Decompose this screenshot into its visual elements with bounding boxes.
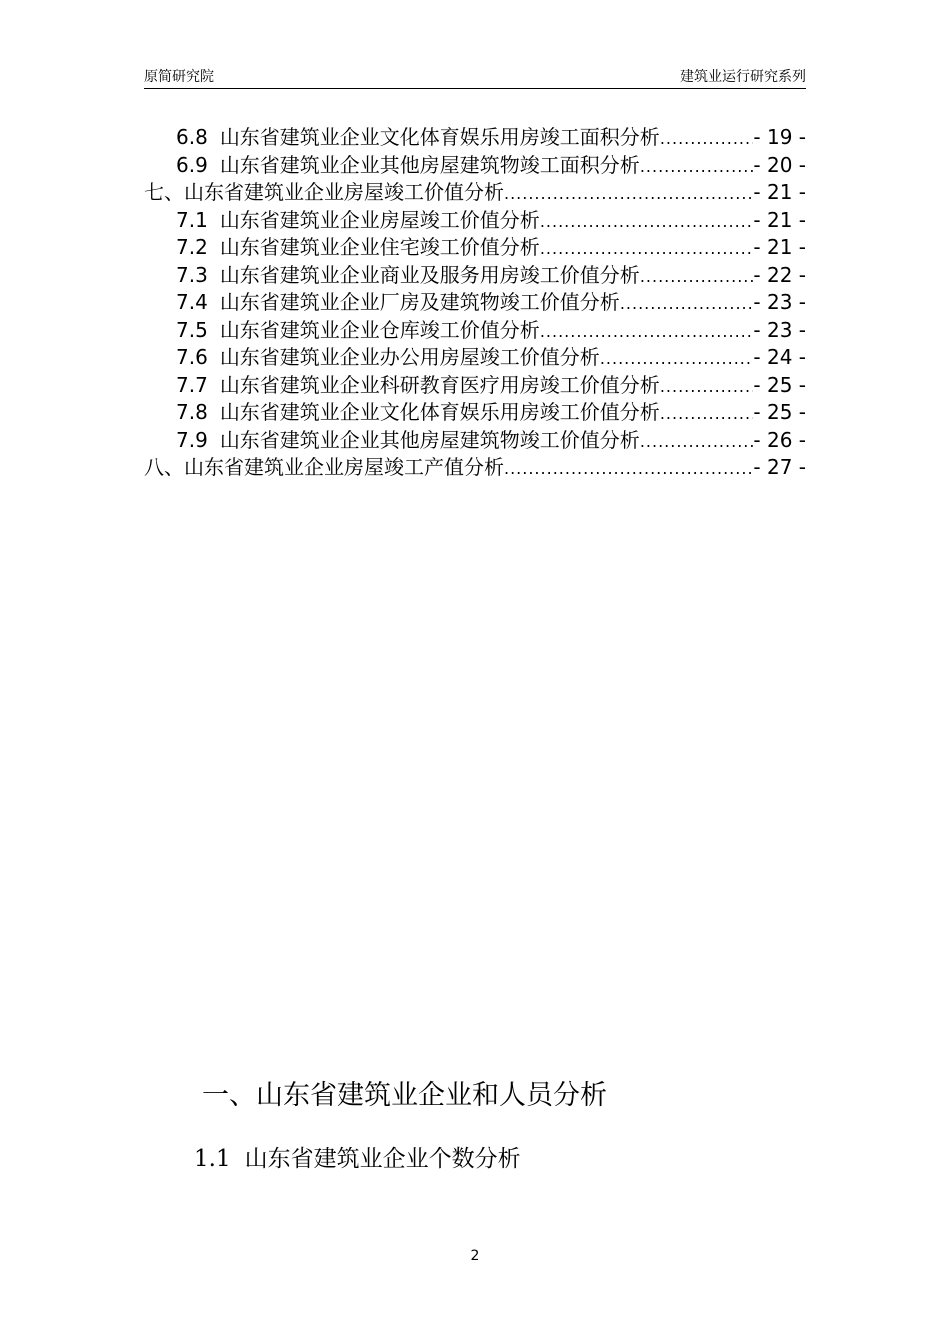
toc-entry-number: 7.9 (176, 427, 208, 452)
toc-entry-title: 山东省建筑业企业房屋竣工价值分析 (219, 207, 540, 232)
toc-entry-title: 山东省建筑业企业其他房屋建筑物竣工面积分析 (219, 152, 640, 177)
toc-entry-6-8[interactable] (144, 124, 806, 152)
toc-entry-title: 山东省建筑业企业文化体育娱乐用房竣工价值分析 (219, 400, 660, 424)
toc-entry-7-6[interactable] (144, 344, 806, 372)
toc-dot-leader (640, 428, 754, 456)
toc-entry-page: - 19 - (753, 125, 806, 149)
subsection-number: 1.1 (194, 1146, 231, 1172)
toc-entry-page: - 21 - (753, 235, 806, 259)
toc-entry-title: 七、山东省建筑业企业房屋竣工价值分析 (144, 180, 504, 204)
toc-entry-number: 7.7 (176, 372, 208, 397)
toc-dot-leader (540, 318, 754, 346)
toc-entry-page: - 25 - (753, 400, 806, 424)
toc-entry-page: - 20 - (753, 152, 806, 177)
toc-entry-page: - 21 - (753, 207, 806, 232)
toc-entry-7-2[interactable] (144, 234, 806, 262)
toc-entry-number: 7.3 (176, 262, 208, 287)
toc-entry-title: 山东省建筑业企业文化体育娱乐用房竣工面积分析 (219, 125, 660, 149)
toc-entry-title: 山东省建筑业企业厂房及建筑物竣工价值分析 (219, 290, 620, 314)
toc-entry-title: 山东省建筑业企业其他房屋建筑物竣工价值分析 (219, 427, 640, 452)
toc-entry-chapter-8[interactable] (144, 454, 806, 482)
toc-entry-number: 7.6 (176, 345, 208, 369)
toc-entry-page: - 22 - (753, 262, 806, 287)
toc-entry-page: - 26 - (753, 427, 806, 452)
toc-dot-leader (504, 180, 753, 208)
toc-entry-7-8[interactable] (144, 399, 806, 427)
toc-entry-7-5[interactable] (144, 317, 806, 345)
toc-entry-title: 八、山东省建筑业企业房屋竣工产值分析 (144, 455, 504, 479)
subsection-heading (194, 1143, 521, 1175)
toc-entry-page: - 21 - (753, 180, 806, 204)
page-number: 2 (470, 1248, 480, 1264)
toc-entry-number: 7.2 (176, 235, 208, 259)
page-header (144, 66, 806, 89)
header-org-name: 原简研究院 (144, 69, 214, 85)
toc-entry-6-9[interactable] (144, 152, 806, 180)
toc-entry-number: 7.5 (176, 317, 208, 342)
toc-entry-number: 6.9 (176, 152, 208, 177)
toc-entry-page: - 27 - (753, 455, 806, 479)
toc-entry-page: - 23 - (753, 317, 806, 342)
toc-entry-7-7[interactable] (144, 372, 806, 400)
subsection-title: 山东省建筑业企业个数分析 (244, 1146, 521, 1172)
toc-dot-leader (660, 400, 754, 428)
toc-dot-leader (660, 373, 754, 401)
toc-dot-leader (600, 345, 754, 373)
toc-entry-7-3[interactable] (144, 262, 806, 290)
toc-dot-leader (640, 263, 754, 291)
toc-dot-leader (660, 125, 754, 153)
table-of-contents (144, 124, 806, 482)
toc-entry-number: 7.8 (176, 400, 208, 424)
toc-entry-title: 山东省建筑业企业办公用房屋竣工价值分析 (219, 345, 600, 369)
toc-entry-page: - 24 - (753, 345, 806, 369)
toc-entry-chapter-7[interactable] (144, 179, 806, 207)
toc-entry-number: 7.4 (176, 290, 208, 314)
toc-entry-page: - 23 - (753, 290, 806, 314)
toc-entry-7-1[interactable] (144, 207, 806, 235)
toc-dot-leader (640, 153, 754, 181)
toc-dot-leader (620, 290, 754, 318)
header-series-title: 建筑业运行研究系列 (680, 69, 806, 85)
section-heading: 一、山东省建筑业企业和人员分析 (202, 1080, 607, 1111)
toc-dot-leader (540, 235, 754, 263)
toc-entry-title: 山东省建筑业企业住宅竣工价值分析 (219, 235, 540, 259)
toc-entry-title: 山东省建筑业企业商业及服务用房竣工价值分析 (219, 262, 640, 287)
toc-dot-leader (504, 455, 753, 483)
toc-entry-number: 6.8 (176, 125, 208, 149)
toc-entry-page: - 25 - (753, 372, 806, 397)
toc-entry-title: 山东省建筑业企业仓库竣工价值分析 (219, 317, 540, 342)
toc-entry-7-9[interactable] (144, 427, 806, 455)
toc-entry-title: 山东省建筑业企业科研教育医疗用房竣工价值分析 (219, 372, 660, 397)
toc-entry-7-4[interactable] (144, 289, 806, 317)
toc-dot-leader (540, 208, 754, 236)
toc-entry-number: 7.1 (176, 207, 208, 232)
